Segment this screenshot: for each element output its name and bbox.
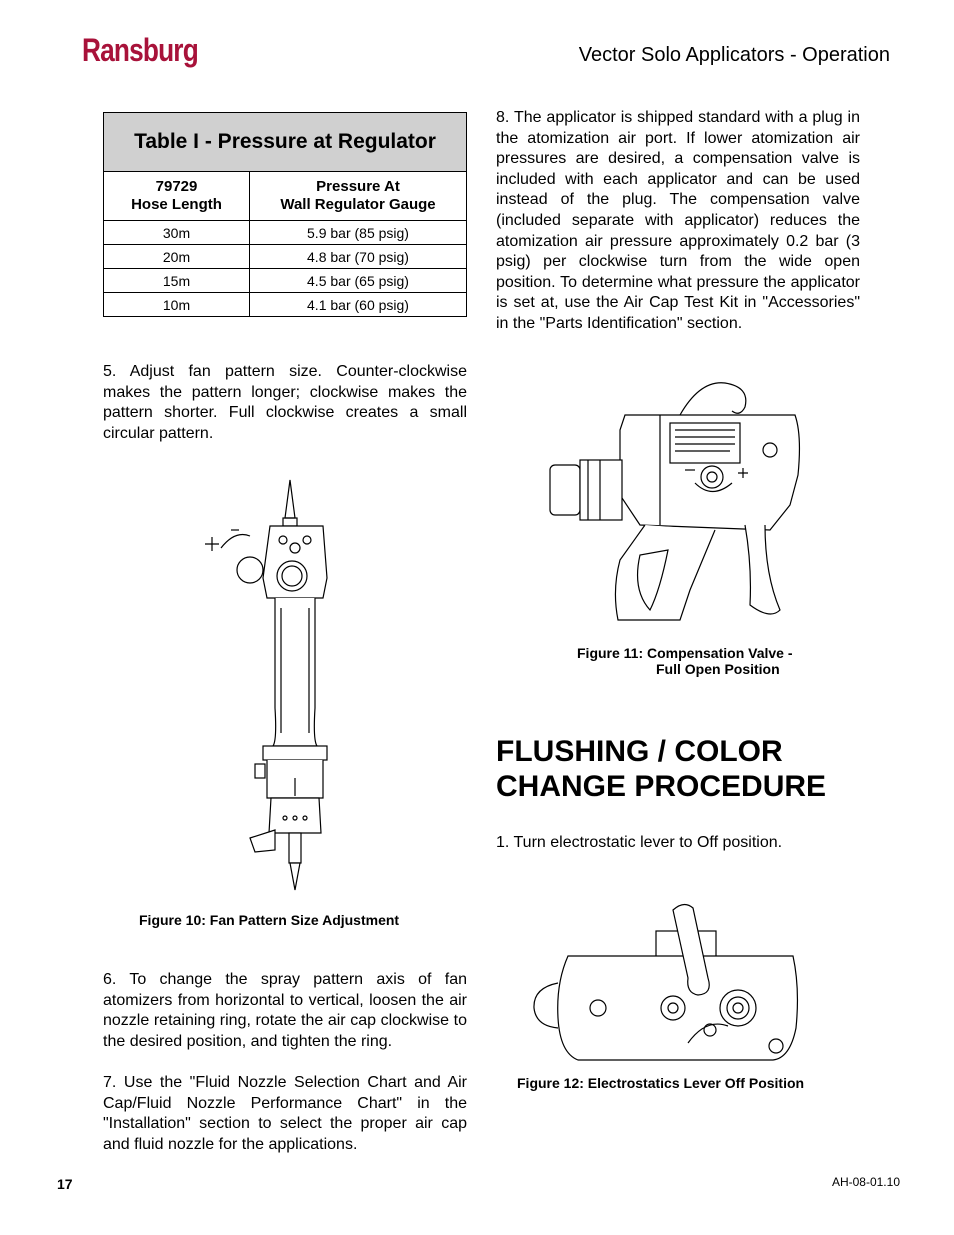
header-pressure-at: Pressure At xyxy=(316,178,400,195)
figure-10-caption: Figure 10: Fan Pattern Size Adjustment xyxy=(139,912,400,928)
figure-12-caption: Figure 12: Electrostatics Lever Off Position xyxy=(517,1075,805,1091)
cell-length: 20m xyxy=(104,245,250,269)
cell-length: 15m xyxy=(104,269,250,293)
cell-length: 30m xyxy=(104,221,250,245)
pressure-table xyxy=(103,112,467,317)
brand-logo: Ransburg xyxy=(82,32,198,68)
step-6-text: 6. To change the spray pattern axis of fan atomizers from horizontal to vertical, loosen the air nozzle retaining ring, rotate the air cap clockwise to the desired position, and tighten the ring. xyxy=(103,971,467,1050)
figure-11-caption-line2: Full Open Position xyxy=(656,661,780,677)
header-hose-length: Hose Length xyxy=(131,196,222,213)
document-title: Vector Solo Applicators - Operation xyxy=(578,44,890,66)
page-number: 17 xyxy=(57,1176,73,1192)
section-heading-line1: FLUSHING / COLOR xyxy=(496,735,783,768)
table-header-pressure xyxy=(250,172,467,221)
cell-length: 10m xyxy=(104,293,250,317)
cell-pressure: 4.5 bar (65 psig) xyxy=(250,269,467,293)
flush-step-1-text: 1. Turn electrostatic lever to Off position. xyxy=(496,834,783,851)
table-row xyxy=(104,245,467,269)
table-row xyxy=(104,221,467,245)
table-row xyxy=(104,269,467,293)
table-header-hose-length xyxy=(104,172,250,221)
section-heading xyxy=(496,734,826,804)
table-caption: Table I - Pressure at Regulator xyxy=(104,113,467,172)
header-part-number: 79729 xyxy=(155,178,198,195)
document-code: AH-08-01.10 xyxy=(831,1175,900,1189)
step-8-text: 8. The applicator is shipped standard with a plug in the atomization air port. If lower atomization air pressures are desired, a compensation valve is included with each applicator and can be used instead of the plug. The compensation valve (included separate with applicator) reduces the atomization air pressure approximately 0.2 bar (3 psig) per clockwise turn from the wide open position. To determine what pressure the applicator is set at, use the Air Cap Test Kit in "Accessories" in the "Parts Identification" section. xyxy=(496,109,860,332)
step-5-text: 5. Adjust fan pattern size. Counter-clockwise makes the pattern longer; clockwise makes the pattern shorter. Full clockwise creates a small circular pattern. xyxy=(103,363,467,442)
cell-pressure: 4.8 bar (70 psig) xyxy=(250,245,467,269)
section-heading-line2: CHANGE PROCEDURE xyxy=(496,770,827,803)
figure-11-caption xyxy=(577,645,793,677)
figure-10-illustration xyxy=(195,478,345,898)
figure-11-illustration xyxy=(540,375,810,625)
header-wall-regulator: Wall Regulator Gauge xyxy=(280,196,436,213)
figure-12-illustration xyxy=(528,898,808,1068)
step-7-text: 7. Use the "Fluid Nozzle Selection Chart and Air Cap/Fluid Nozzle Performance Chart" in the "Installation" section to select the proper air cap and fluid nozzle for the applications. xyxy=(103,1074,467,1153)
figure-11-caption-line1: Figure 11: Compensation Valve - xyxy=(577,645,793,661)
table-row xyxy=(104,293,467,317)
cell-pressure: 5.9 bar (85 psig) xyxy=(250,221,467,245)
cell-pressure: 4.1 bar (60 psig) xyxy=(250,293,467,317)
